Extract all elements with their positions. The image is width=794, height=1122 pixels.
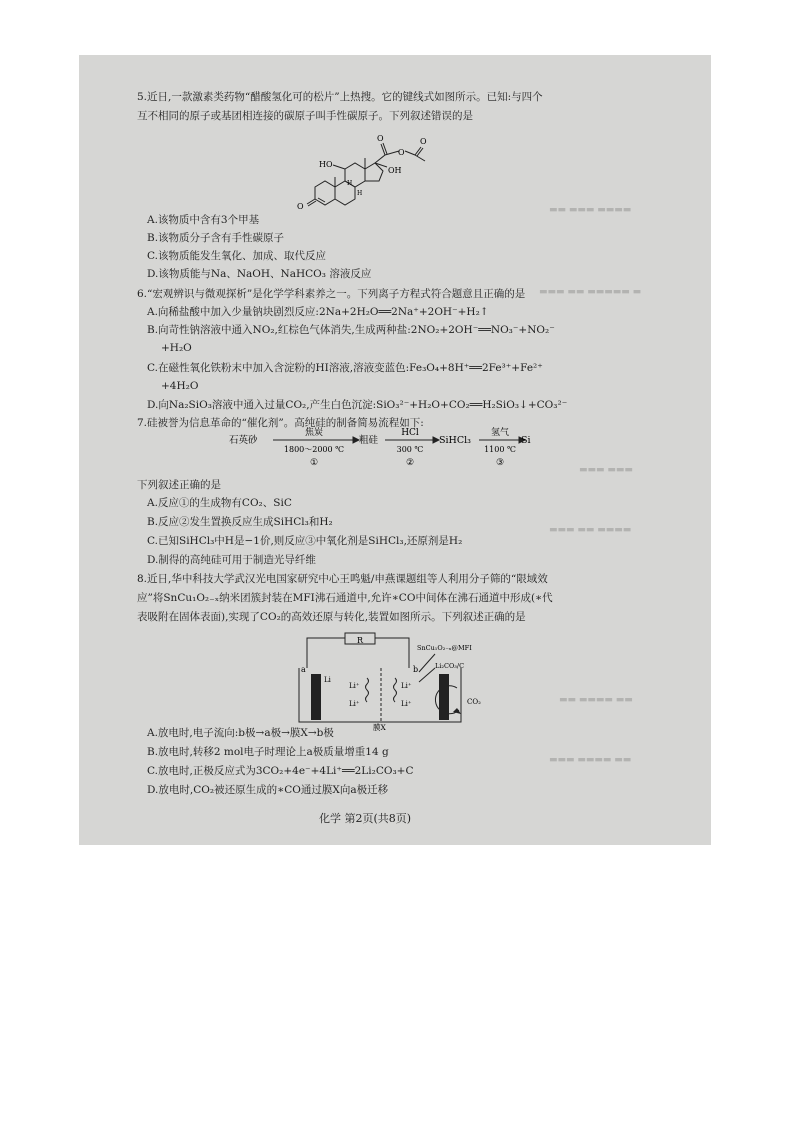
q8-stem-line3: 表吸附在固体表面),实现了CO₂的高效还原与转化,装置如图所示。下列叙述正确的是 [137, 611, 526, 623]
q6-option-b-cont: +H₂O [161, 342, 192, 354]
q6-option-b: B.向苛性钠溶液中通入NO₂,红棕色气体消失,生成两种盐:2NO₂+2OH⁻══NO₃⁻+NO₂⁻ [147, 324, 555, 336]
catalyst-label: SnCu₁O₂₋ₓ@MFI [417, 644, 472, 652]
q7-option-b: B.反应②发生置换反应生成SiHCl₃和H₂ [147, 516, 333, 528]
o-carbonyl-label: O [420, 137, 427, 146]
q8-option-c: C.放电时,正极反应式为3CO₂+4e⁻+4Li⁺══2Li₂CO₃+C [147, 765, 414, 777]
q5-option-b: B.该物质分子含有手性碳原子 [147, 232, 285, 244]
flow-quartz-sand: 石英砂 [229, 435, 258, 446]
flow-step2-label: ② [405, 458, 415, 468]
o-ester-label: O [398, 148, 405, 157]
flow-crude-silicon: 粗硅 [359, 435, 379, 446]
o-top-label: O [377, 134, 384, 143]
q7-option-d: D.制得的高纯硅可用于制造光导纤维 [147, 554, 316, 566]
q6-option-c: C.在磁性氧化铁粉末中加入含淀粉的HI溶液,溶液变蓝色:Fe₃O₄+8H⁺══2Fe³⁺+Fe²⁺ [147, 362, 543, 374]
ho-label: HO [319, 160, 333, 169]
photographed-exam-page: ▬▬ ▬▬▬ ▬▬▬▬ ▬▬▬ ▬▬ ▬▬▬▬▬ ▬ ▬▬▬ ▬▬▬ ▬▬▬ ▬▬ ▬▬▬▬ ▬▬ ▬▬▬▬ ▬▬ ▬▬▬ ▬▬▬▬ ▬▬ 5.近日,一款激素类药物“醋酸氢化可的松片”上热搜。它的键线式如图所示。已知:与四个 互不相同的原子或基团相连接的碳原子叫手性碳原子。下列叙述错误的是 O HO O OH O O H H A.该物质中含有3个甲基 B.该物质分子含有手性碳原子 C.该物质能发生氧化、加成、取代反应 D.该物质能与Na、NaOH、NaHCO₃ 溶液反应 6.“宏观辨识与微观探析”是化学学科素养之一。下列离子方程式符合题意且正确的是 A.向稀盐酸中加入少量钠块剧烈反应:2Na+2H₂O══2Na⁺+2OH⁻+H₂↑ B.向苛性钠溶液中通入NO₂,红棕色气体消失,生成两种盐:2NO₂+2OH⁻══NO₃⁻+NO₂⁻ +H₂O C.在磁性氧化铁粉末中加入含淀粉的HI溶液,溶液变蓝色:Fe₃O₄+8H⁺══2Fe³⁺+Fe²⁺ +4H₂O D.向Na₂SiO₃溶液中通入过量CO₂,产生白色沉淀:SiO₃²⁻+H₂O+CO₂══H₂SiO₃↓+CO₃²⁻ 7.硅被誉为信息革命的“催化剂”。高纯硅的制备简易流程如下: 石英砂 粗硅 SiHCl₃ Si 焦炭 1800～2000 ℃ ① HCl 300 ℃ ② 氢气 1100 ℃ ③ 下列叙述正确的是 A.反应①的生成物有CO₂、SiC B.反应②发生置换反应生成SiHCl₃和H₂ C.已知SiHCl₃中H是−1价,则反应③中氧化剂是SiHCl₃,还原剂是H₂ D.制得的高纯硅可用于制造光导纤维 8.近日,华中科技大学武汉光电国家研究中心王鸣魁/申燕课题组等人利用分子筛的“限域效 应”将SnCu₁O₂₋ₓ纳米团簇封装在MFI沸石通道中,允许∗CO中间体在沸石通道中形成(∗代 表吸附在固体表面),实现了CO₂的高效还原与转化,装置如图所示。下列叙述正确的是 R a b Li Li⁺ Li⁺ Li⁺ Li⁺ SnCu₁O₂₋ₓ@MFI Li₂CO₃/C CO₂ 膜X A.放电时,电子流向:b极→a极→膜X→b极 B.放电时,转移2 mol电子时理论上a极质量增重14 g C.放电时,正极反应式为3CO₂+4e⁻+4Li⁺══2Li₂CO₃+C D.放电时,CO₂被还原生成的∗CO通过膜X向a极迁移 化学 第2页(共8页) [79, 55, 711, 845]
q7-option-a: A.反应①的生成物有CO₂、SiC [147, 497, 292, 509]
q8-option-d: D.放电时,CO₂被还原生成的∗CO通过膜X向a极迁移 [147, 784, 389, 796]
electrode-a-label: a [301, 665, 306, 674]
q5-stem-line1: 5.近日,一款激素类药物“醋酸氢化可的松片”上热搜。它的键线式如图所示。已知:与四个 [137, 91, 543, 103]
hydrocortisone-acetate-structure [297, 129, 497, 211]
flow-arrow3-temp: 1100 ℃ [484, 445, 516, 454]
cathode-product-label: Li₂CO₃/C [435, 662, 465, 670]
flow-arrow2-temp: 300 ℃ [396, 445, 424, 454]
q8-option-a: A.放电时,电子流向:b极→a极→膜X→b极 [147, 727, 334, 739]
cathode-electrode [439, 674, 449, 720]
li-metal-label: Li [324, 676, 331, 684]
flow-sihcl3: SiHCl₃ [439, 435, 471, 446]
li-ion-label-right-2: Li⁺ [401, 700, 412, 708]
q8-option-b: B.放电时,转移2 mol电子时理论上a极质量增重14 g [147, 746, 389, 758]
anode-electrode [311, 674, 321, 720]
flow-silicon: Si [521, 435, 531, 446]
q5-option-c: C.该物质能发生氧化、加成、取代反应 [147, 250, 326, 262]
q7-option-c: C.已知SiHCl₃中H是−1价,则反应③中氧化剂是SiHCl₃,还原剂是H₂ [147, 535, 463, 547]
q5-stem-line2: 互不相同的原子或基团相连接的碳原子叫手性碳原子。下列叙述错误的是 [137, 110, 473, 122]
q6-stem: 6.“宏观辨识与微观探析”是化学学科素养之一。下列离子方程式符合题意且正确的是 [137, 288, 526, 300]
page-footer: 化学 第2页(共8页) [319, 812, 412, 825]
flow-step3-label: ③ [495, 458, 505, 468]
o-ketone-label: O [297, 202, 304, 211]
flow-arrow1-reagent: 焦炭 [304, 428, 324, 438]
flow-arrow3-reagent: 氢气 [490, 428, 510, 438]
membrane-x-label: 膜X [373, 723, 386, 732]
flow-arrow2-reagent: HCl [401, 428, 419, 438]
silicon-process-flow [229, 421, 529, 471]
co2-label: CO₂ [467, 698, 481, 706]
q5-option-d: D.该物质能与Na、NaOH、NaHCO₃ 溶液反应 [147, 268, 372, 280]
resistor-label: R [356, 636, 364, 645]
q8-stem-line1: 8.近日,华中科技大学武汉光电国家研究中心王鸣魁/申燕课题组等人利用分子筛的“限域效 [137, 573, 548, 585]
q6-option-d: D.向Na₂SiO₃溶液中通入过量CO₂,产生白色沉淀:SiO₃²⁻+H₂O+CO₂══H₂SiO₃↓+CO₃²⁻ [147, 399, 568, 411]
q6-option-a: A.向稀盐酸中加入少量钠块剧烈反应:2Na+2H₂O══2Na⁺+2OH⁻+H₂↑ [147, 306, 489, 318]
li-ion-label-right-1: Li⁺ [401, 682, 412, 690]
q7-lead: 下列叙述正确的是 [137, 479, 221, 491]
h-label-1: H [347, 180, 353, 187]
flow-arrow1-temp: 1800～2000 ℃ [283, 445, 345, 454]
oh-label: OH [388, 166, 402, 175]
li-ion-label-left-2: Li⁺ [349, 700, 360, 708]
li-ion-label-left-1: Li⁺ [349, 682, 360, 690]
q5-option-a: A.该物质中含有3个甲基 [147, 214, 260, 226]
h-label-2: H [357, 190, 363, 197]
flow-step1-label: ① [309, 458, 319, 468]
electrode-b-label: b [413, 665, 419, 674]
q6-option-c-cont: +4H₂O [161, 380, 199, 392]
li-co2-battery-diagram [289, 632, 489, 730]
q7-stem: 7.硅被誉为信息革命的“催化剂”。高纯硅的制备简易流程如下: [137, 417, 424, 429]
q8-stem-line2: 应”将SnCu₁O₂₋ₓ纳米团簇封装在MFI沸石通道中,允许∗CO中间体在沸石通道中形成(∗代 [137, 592, 553, 604]
